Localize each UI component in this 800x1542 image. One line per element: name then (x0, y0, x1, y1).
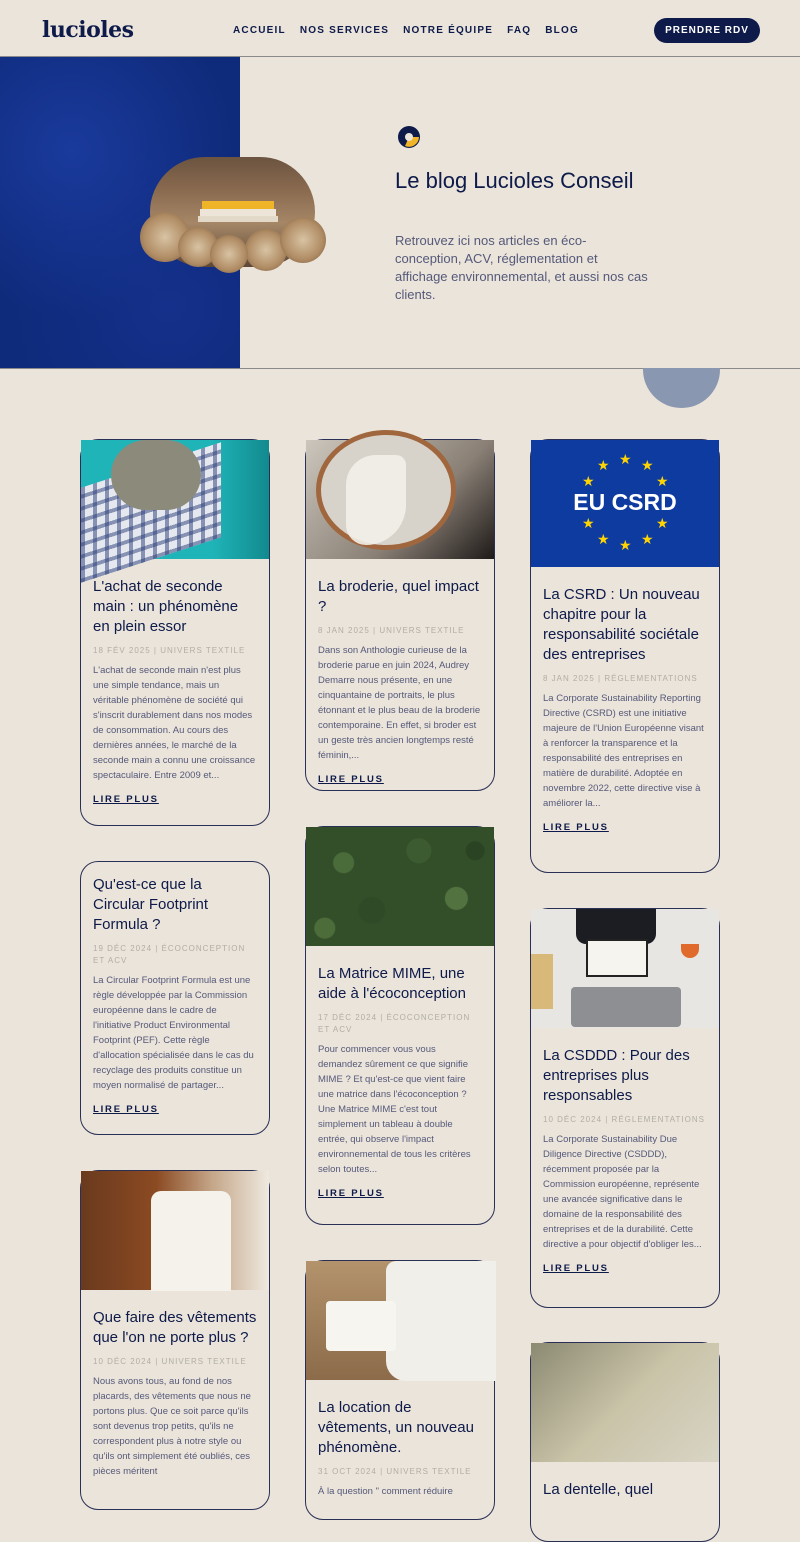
blog-card[interactable] (530, 1342, 720, 1542)
read-more-link[interactable]: LIRE PLUS (543, 822, 609, 833)
card-excerpt: À la question " comment réduire (318, 1486, 453, 1497)
card-title[interactable]: La broderie, quel impact ? (318, 578, 479, 615)
card-title[interactable]: La CSRD : Un nouveau chapitre pour la responsabilité sociétale des entreprises (543, 586, 700, 663)
card-meta: 19 DÉC 2024 | ÉCOCONCEPTION ET ACV (93, 944, 246, 965)
main-nav (233, 25, 593, 36)
card-thumbnail (531, 909, 719, 1028)
page-title: Le blog Lucioles Conseil (395, 168, 634, 193)
card-excerpt: La Corporate Sustainability Due Diligence Directive (CSDDD), récemment proposée par la Commission européenne, représente une avancée significative dans le domaine de la responsabilité des entreprises et de la durabilité. Cette directive a pour objectif d'obliger les... (543, 1134, 702, 1250)
nav-blog[interactable]: BLOG (545, 25, 579, 36)
blog-card[interactable] (530, 439, 720, 873)
card-title[interactable]: La Matrice MIME, une aide à l'écoconception (318, 965, 466, 1002)
decorative-mask (640, 300, 724, 368)
card-thumbnail (81, 1171, 269, 1290)
hero-image (150, 157, 315, 267)
blog-card[interactable] (305, 439, 495, 791)
logo-text: lucioles (42, 17, 134, 43)
logo[interactable] (42, 17, 134, 43)
blog-card[interactable] (80, 861, 270, 1135)
card-thumbnail (306, 827, 494, 946)
card-title[interactable]: La dentelle, quel (543, 1481, 654, 1498)
card-thumbnail (81, 440, 269, 559)
card-meta: 31 OCT 2024 | UNIVERS TEXTILE (318, 1467, 472, 1476)
card-thumbnail (306, 440, 494, 559)
card-excerpt: Nous avons tous, au fond de nos placards, des vêtements que nous ne portons plus. Que ce soit parce qu'ils sont devenus trop petits, qu'ils ne correspondent plus à notre style ou qu'ils ont simplement été oubliés, ces pièces méritent (93, 1376, 251, 1477)
card-meta: 18 FÉV 2025 | UNIVERS TEXTILE (93, 646, 246, 655)
card-excerpt: La Circular Footprint Formula est une règle développée par la Commission européenne dans le cadre de l'initiative Product Environmental Footprint (PEF). Cette règle d'allocation spécialisée dans le cas du recyclage des produits constitue un moyen normalisé de partager... (93, 975, 254, 1091)
nav-faq[interactable]: FAQ (507, 25, 532, 36)
card-meta: 17 DÉC 2024 | ÉCOCONCEPTION ET ACV (318, 1013, 471, 1034)
card-excerpt: Pour commencer vous vous demandez sûrement ce que signifie MIME ? Et qu'est-ce que vient faire une matrice dans l'écoconception ? Une Matrice MIME c'est tout simplement un tableau à double entrée, qui observe l'impact environnemental de tous les critères selon toutes... (318, 1044, 471, 1175)
card-meta: 8 JAN 2025 | RÉGLEMENTATIONS (543, 674, 698, 683)
card-title[interactable]: Qu'est-ce que la Circular Footprint Formula ? (93, 876, 209, 933)
blog-card[interactable] (80, 439, 270, 826)
card-meta: 10 DÉC 2024 | RÉGLEMENTATIONS (543, 1115, 705, 1124)
card-excerpt: Dans son Anthologie curieuse de la broderie parue en juin 2024, Audrey Demarre nous présente, en une cinquantaine de portraits, le plus étonnant et le plus beau de la broderie contemporaine. En effet, si broder est un geste très ancien longtemps resté féminin,... (318, 645, 481, 761)
page-description: Retrouvez ici nos articles en éco-conception, ACV, réglementation et affichage environnemental, et aussi nos cas clients. (395, 233, 648, 302)
eu-csrd-label: EU CSRD (573, 489, 677, 515)
blog-card[interactable] (305, 1260, 495, 1520)
read-more-link[interactable]: LIRE PLUS (543, 1263, 609, 1274)
card-title[interactable]: La location de vêtements, un nouveau phénomène. (318, 1399, 474, 1456)
card-excerpt: L'achat de seconde main n'est plus une simple tendance, mais un véritable phénomène de société qui s'inscrit durablement dans nos modes de consommation. Au cours des dernières années, le marché de la seconde main a connu une croissance spectaculaire. Entre 2009 et... (93, 665, 256, 781)
card-thumbnail (531, 1343, 719, 1462)
read-more-link[interactable]: LIRE PLUS (93, 1104, 159, 1115)
card-title[interactable]: L'achat de seconde main : un phénomène en plein essor (93, 578, 239, 635)
card-meta: 8 JAN 2025 | UNIVERS TEXTILE (318, 626, 465, 635)
card-thumbnail: ★ ★ ★ ★ ★ ★ ★ ★ ★ ★ EU CSRD (531, 440, 719, 567)
card-title[interactable]: La CSDDD : Pour des entreprises plus responsables (543, 1047, 690, 1104)
blog-card[interactable] (305, 826, 495, 1225)
nav-accueil[interactable]: ACCUEIL (233, 25, 286, 36)
site-header (0, 0, 800, 57)
book-appointment-button[interactable]: PRENDRE RDV (654, 18, 760, 43)
nav-notre-equipe[interactable]: NOTRE ÉQUIPE (403, 25, 494, 36)
read-more-link[interactable]: LIRE PLUS (93, 794, 159, 805)
read-more-link[interactable]: LIRE PLUS (318, 774, 384, 785)
card-excerpt: La Corporate Sustainability Reporting Directive (CSRD) est une initiative majeure de l'Union Européenne visant à renforcer la transparence et la responsabilité des entreprises en matière de durabilité. Adoptée en novembre 2022, cette directive vise à améliorer la... (543, 693, 704, 809)
read-more-link[interactable]: LIRE PLUS (318, 1188, 384, 1199)
blog-card[interactable] (530, 908, 720, 1308)
blog-card[interactable] (80, 1170, 270, 1510)
card-thumbnail (306, 1261, 494, 1380)
card-title[interactable]: Que faire des vêtements que l'on ne porte plus ? (93, 1309, 257, 1346)
nav-nos-services[interactable]: NOS SERVICES (299, 25, 390, 36)
card-meta: 10 DÉC 2024 | UNIVERS TEXTILE (93, 1357, 247, 1366)
firefly-icon (397, 125, 421, 149)
